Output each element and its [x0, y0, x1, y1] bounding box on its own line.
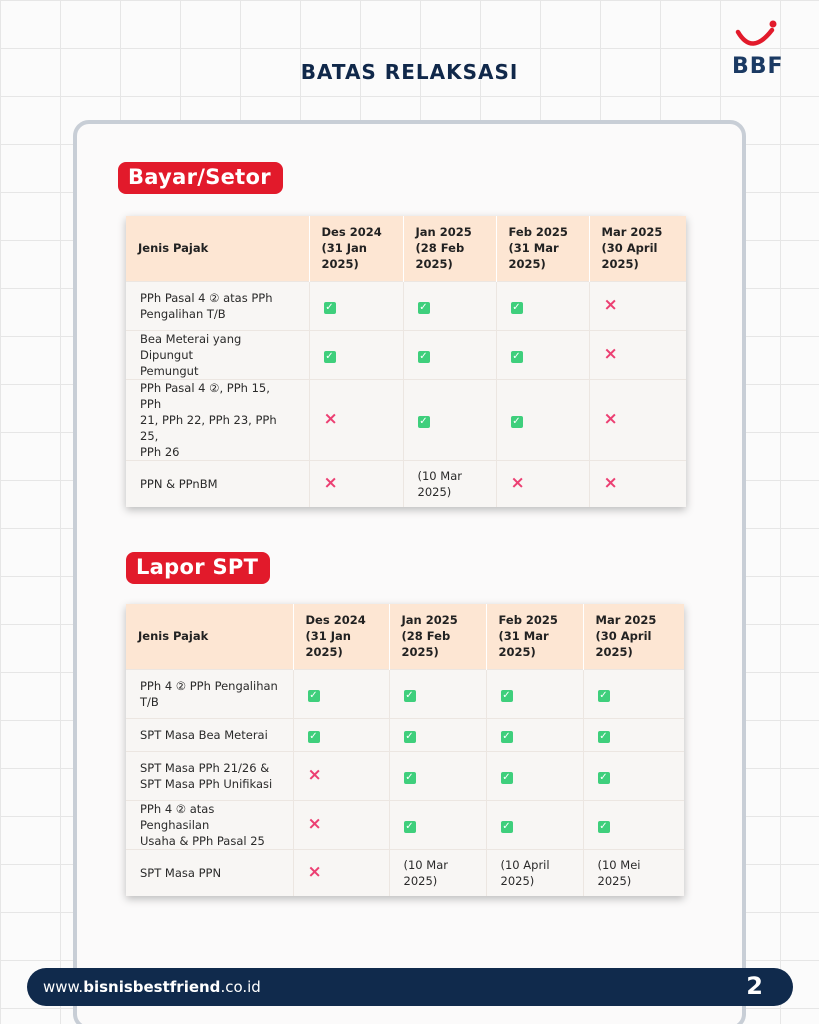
status-cell [293, 849, 389, 896]
column-header-period: Jan 2025 (28 Feb 2025) [389, 604, 486, 669]
status-cell [589, 460, 686, 507]
status-cell [486, 669, 583, 718]
status-cell [496, 281, 589, 330]
status-cell [293, 718, 389, 751]
table-row [126, 800, 684, 849]
column-header-period: Feb 2025 (31 Mar 2025) [486, 604, 583, 669]
checkmark-icon: ✓ [325, 301, 334, 313]
checkmark-icon: ✓ [405, 689, 414, 701]
tax-type-cell: SPT Masa PPN [126, 849, 293, 896]
checkmark-icon: ✓ [309, 689, 318, 701]
cross-icon: × [603, 294, 618, 315]
checkmark-icon: ✓ [419, 350, 428, 362]
status-cell [496, 379, 589, 460]
checkmark-icon: ✓ [419, 301, 428, 313]
checkmark-icon: ✓ [502, 771, 511, 783]
deadline-note-cell: (10 Mar 2025) [403, 460, 496, 507]
status-cell [403, 330, 496, 379]
checkmark-icon: ✓ [599, 771, 608, 783]
status-cell [486, 800, 583, 849]
status-cell [486, 718, 583, 751]
deadline-note-cell: (10 April 2025) [486, 849, 583, 896]
smile-logo-icon [734, 20, 780, 54]
website-link[interactable] [43, 978, 261, 996]
column-header-period: Des 2024 (31 Jan 2025) [309, 216, 403, 281]
status-cell [293, 669, 389, 718]
checkmark-icon: ✓ [325, 350, 334, 362]
checkmark-icon: ✓ [599, 730, 608, 742]
cross-icon: × [603, 343, 618, 364]
checkmark-icon: ✓ [502, 820, 511, 832]
checkmark-icon: ✓ [405, 771, 414, 783]
table-row [126, 669, 684, 718]
tax-type-cell: PPh Pasal 4 ②, PPh 15, PPh 21, PPh 22, PPh 23, PPh 25, PPh 26 [126, 379, 309, 460]
tax-type-cell: SPT Masa Bea Meterai [126, 718, 293, 751]
status-cell [389, 751, 486, 800]
status-cell [589, 330, 686, 379]
status-cell [583, 751, 684, 800]
status-cell [583, 800, 684, 849]
table-row [126, 379, 686, 460]
checkmark-icon: ✓ [419, 415, 428, 427]
status-cell [309, 460, 403, 507]
section-label-bayar-setor: Bayar/Setor [118, 162, 283, 194]
status-cell [389, 718, 486, 751]
cross-icon: × [323, 472, 338, 493]
cross-icon: × [307, 813, 322, 834]
bayar-setor-table [126, 216, 686, 507]
status-cell [583, 669, 684, 718]
column-header-period: Jan 2025 (28 Feb 2025) [403, 216, 496, 281]
url-suffix: .co.id [220, 978, 261, 996]
status-cell [403, 379, 496, 460]
table-row [126, 751, 684, 800]
status-cell [309, 330, 403, 379]
tax-type-cell: PPh 4 ② atas Penghasilan Usaha & PPh Pasal 25 [126, 800, 293, 849]
status-cell [583, 718, 684, 751]
status-cell [403, 281, 496, 330]
tax-type-cell: PPh Pasal 4 ② atas PPh Pengalihan T/B [126, 281, 309, 330]
table-row [126, 330, 686, 379]
deadline-note-cell: (10 Mei 2025) [583, 849, 684, 896]
table-row [126, 281, 686, 330]
table-row [126, 849, 684, 896]
column-header-period: Feb 2025 (31 Mar 2025) [496, 216, 589, 281]
cross-icon: × [307, 764, 322, 785]
cross-icon: × [603, 408, 618, 429]
status-cell [293, 751, 389, 800]
table-row [126, 718, 684, 751]
checkmark-icon: ✓ [309, 730, 318, 742]
tax-type-cell: PPN & PPnBM [126, 460, 309, 507]
checkmark-icon: ✓ [599, 689, 608, 701]
cross-icon: × [323, 408, 338, 429]
column-header-period: Des 2024 (31 Jan 2025) [293, 604, 389, 669]
column-header-jenis-pajak: Jenis Pajak [126, 604, 293, 669]
tax-type-cell: SPT Masa PPh 21/26 & SPT Masa PPh Unifikasi [126, 751, 293, 800]
checkmark-icon: ✓ [599, 820, 608, 832]
status-cell [486, 751, 583, 800]
checkmark-icon: ✓ [405, 730, 414, 742]
cross-icon: × [307, 861, 322, 882]
tax-type-cell: Bea Meterai yang Dipungut Pemungut [126, 330, 309, 379]
status-cell [389, 669, 486, 718]
column-header-period: Mar 2025 (30 April 2025) [583, 604, 684, 669]
checkmark-icon: ✓ [502, 689, 511, 701]
column-header-period: Mar 2025 (30 April 2025) [589, 216, 686, 281]
url-domain: bisnisbestfriend [83, 978, 221, 996]
checkmark-icon: ✓ [512, 301, 521, 313]
bbf-logo [726, 18, 788, 88]
column-header-jenis-pajak: Jenis Pajak [126, 216, 309, 281]
logo-text: BBF [732, 54, 784, 79]
status-cell [389, 800, 486, 849]
url-prefix: www. [43, 978, 84, 996]
status-cell [309, 379, 403, 460]
checkmark-icon: ✓ [502, 730, 511, 742]
page-number: 2 [746, 972, 763, 1000]
status-cell [589, 379, 686, 460]
status-cell [293, 800, 389, 849]
footer-bar [27, 968, 793, 1006]
status-cell [496, 330, 589, 379]
tax-type-cell: PPh 4 ② PPh Pengalihan T/B [126, 669, 293, 718]
cross-icon: × [603, 472, 618, 493]
checkmark-icon: ✓ [405, 820, 414, 832]
checkmark-icon: ✓ [512, 415, 521, 427]
section-label-lapor-spt: Lapor SPT [126, 552, 270, 584]
cross-icon: × [510, 472, 525, 493]
page-title: BATAS RELAKSASI [300, 60, 519, 84]
deadline-note-cell: (10 Mar 2025) [389, 849, 486, 896]
status-cell [496, 460, 589, 507]
checkmark-icon: ✓ [512, 350, 521, 362]
status-cell [309, 281, 403, 330]
status-cell [589, 281, 686, 330]
table-row [126, 460, 686, 507]
lapor-spt-table [126, 604, 684, 896]
